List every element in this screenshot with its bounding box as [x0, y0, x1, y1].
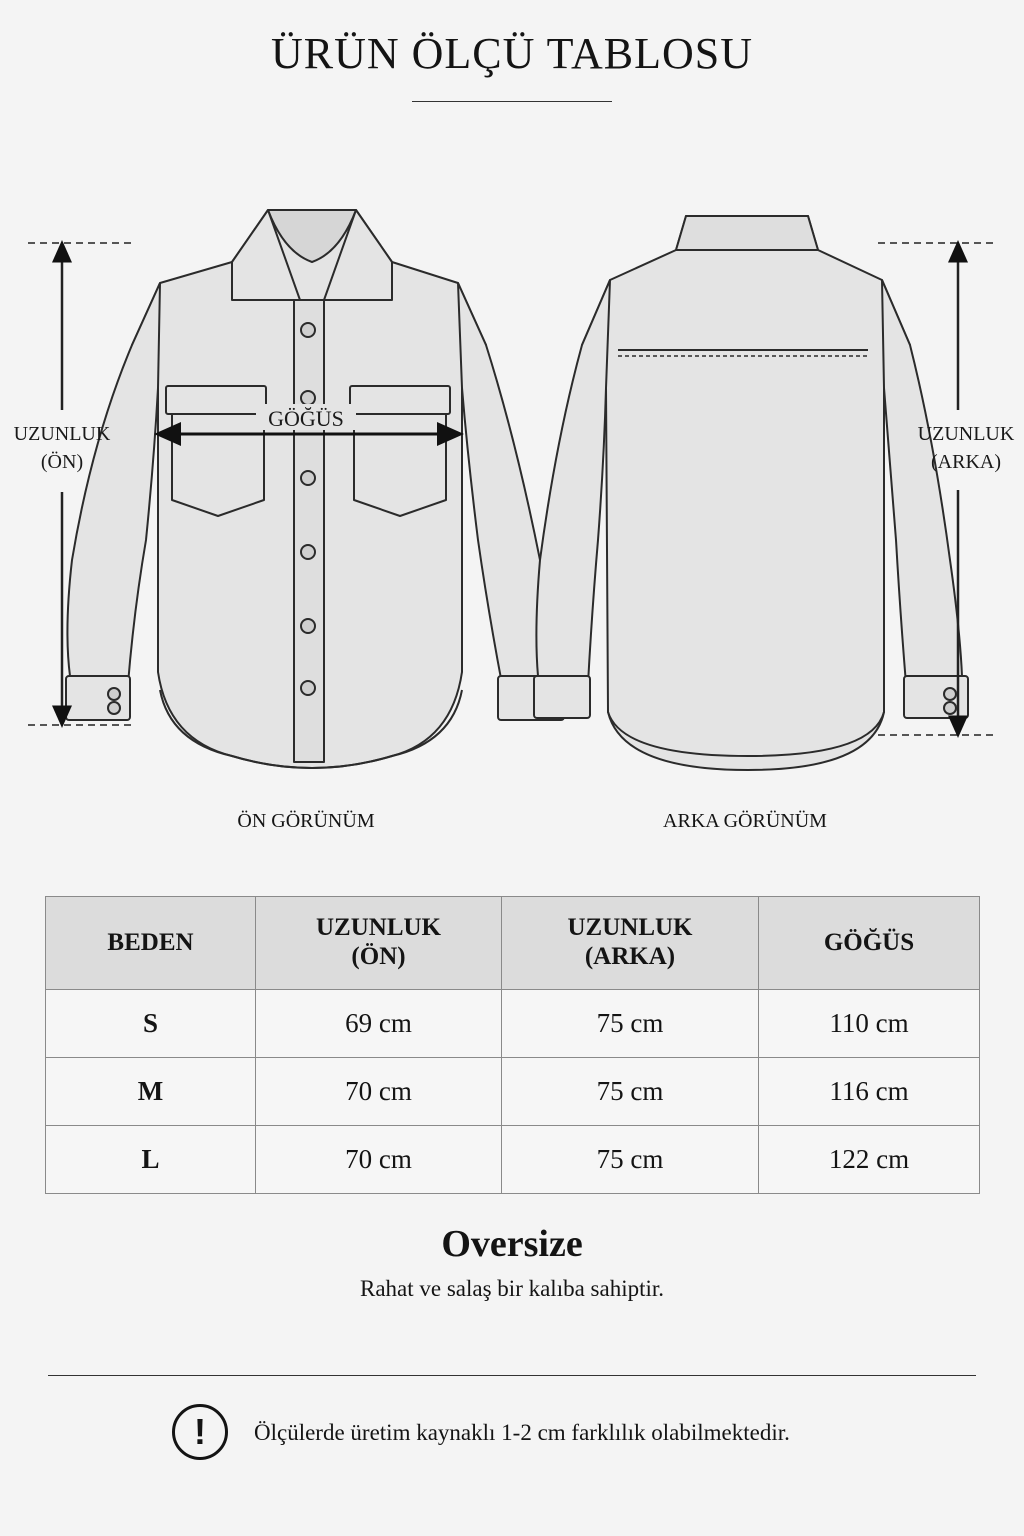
notice-divider — [48, 1375, 976, 1376]
cell-front-length: 69 cm — [256, 990, 502, 1058]
notice-text: Ölçülerde üretim kaynaklı 1-2 cm farklılık olabilmektedir. — [254, 1420, 790, 1445]
table-row — [46, 1126, 980, 1194]
size-table — [45, 896, 980, 1194]
front-right-pocket — [354, 414, 446, 516]
back-view-label: ARKA GÖRÜNÜM — [663, 810, 827, 832]
fit-title: Oversize — [441, 1223, 583, 1265]
cell-size: L — [46, 1126, 256, 1194]
fit-description: Rahat ve salaş bir kalıba sahiptir. — [359, 1276, 665, 1301]
back-left-cuff — [534, 676, 590, 718]
cell-size: M — [46, 1058, 256, 1126]
cell-back-length: 75 cm — [502, 1058, 759, 1126]
cell-front-length: 70 cm — [256, 1058, 502, 1126]
page-title: ÜRÜN ÖLÇÜ TABLOSU — [270, 29, 754, 78]
front-left-cuff — [66, 676, 130, 720]
cell-size: S — [46, 990, 256, 1058]
back-collar — [676, 216, 818, 250]
front-left-sleeve — [67, 283, 160, 684]
back-left-sleeve — [536, 280, 610, 684]
back-length-label-line2: (ARKA) — [931, 451, 1001, 473]
cell-back-length: 75 cm — [502, 990, 759, 1058]
front-length-label-line1: UZUNLUK — [13, 423, 111, 445]
front-length-label-line2: (ÖN) — [40, 451, 84, 473]
cell-chest: 122 cm — [759, 1126, 980, 1194]
back-right-sleeve — [882, 280, 962, 684]
front-left-pocket-flap — [166, 386, 266, 414]
chest-label: GÖĞÜS — [268, 406, 344, 431]
cell-front-length: 70 cm — [256, 1126, 502, 1194]
cell-chest: 110 cm — [759, 990, 980, 1058]
header-back-length: UZUNLUK (ARKA) — [502, 897, 759, 990]
back-jacket-illustration — [534, 216, 968, 770]
header-size: BEDEN — [46, 897, 256, 990]
size-table-header-row — [46, 897, 980, 990]
table-row — [46, 1058, 980, 1126]
front-view-label: ÖN GÖRÜNÜM — [237, 810, 375, 832]
back-length-label-line1: UZUNLUK — [917, 423, 1015, 445]
table-row — [46, 990, 980, 1058]
header-front-length: UZUNLUK (ÖN) — [256, 897, 502, 990]
header-chest: GÖĞÜS — [759, 897, 980, 990]
back-body — [582, 216, 910, 770]
cell-back-length: 75 cm — [502, 1126, 759, 1194]
front-left-pocket — [172, 414, 264, 516]
exclamation-icon: ! — [172, 1404, 228, 1460]
cell-chest: 116 cm — [759, 1058, 980, 1126]
front-right-pocket-flap — [350, 386, 450, 414]
